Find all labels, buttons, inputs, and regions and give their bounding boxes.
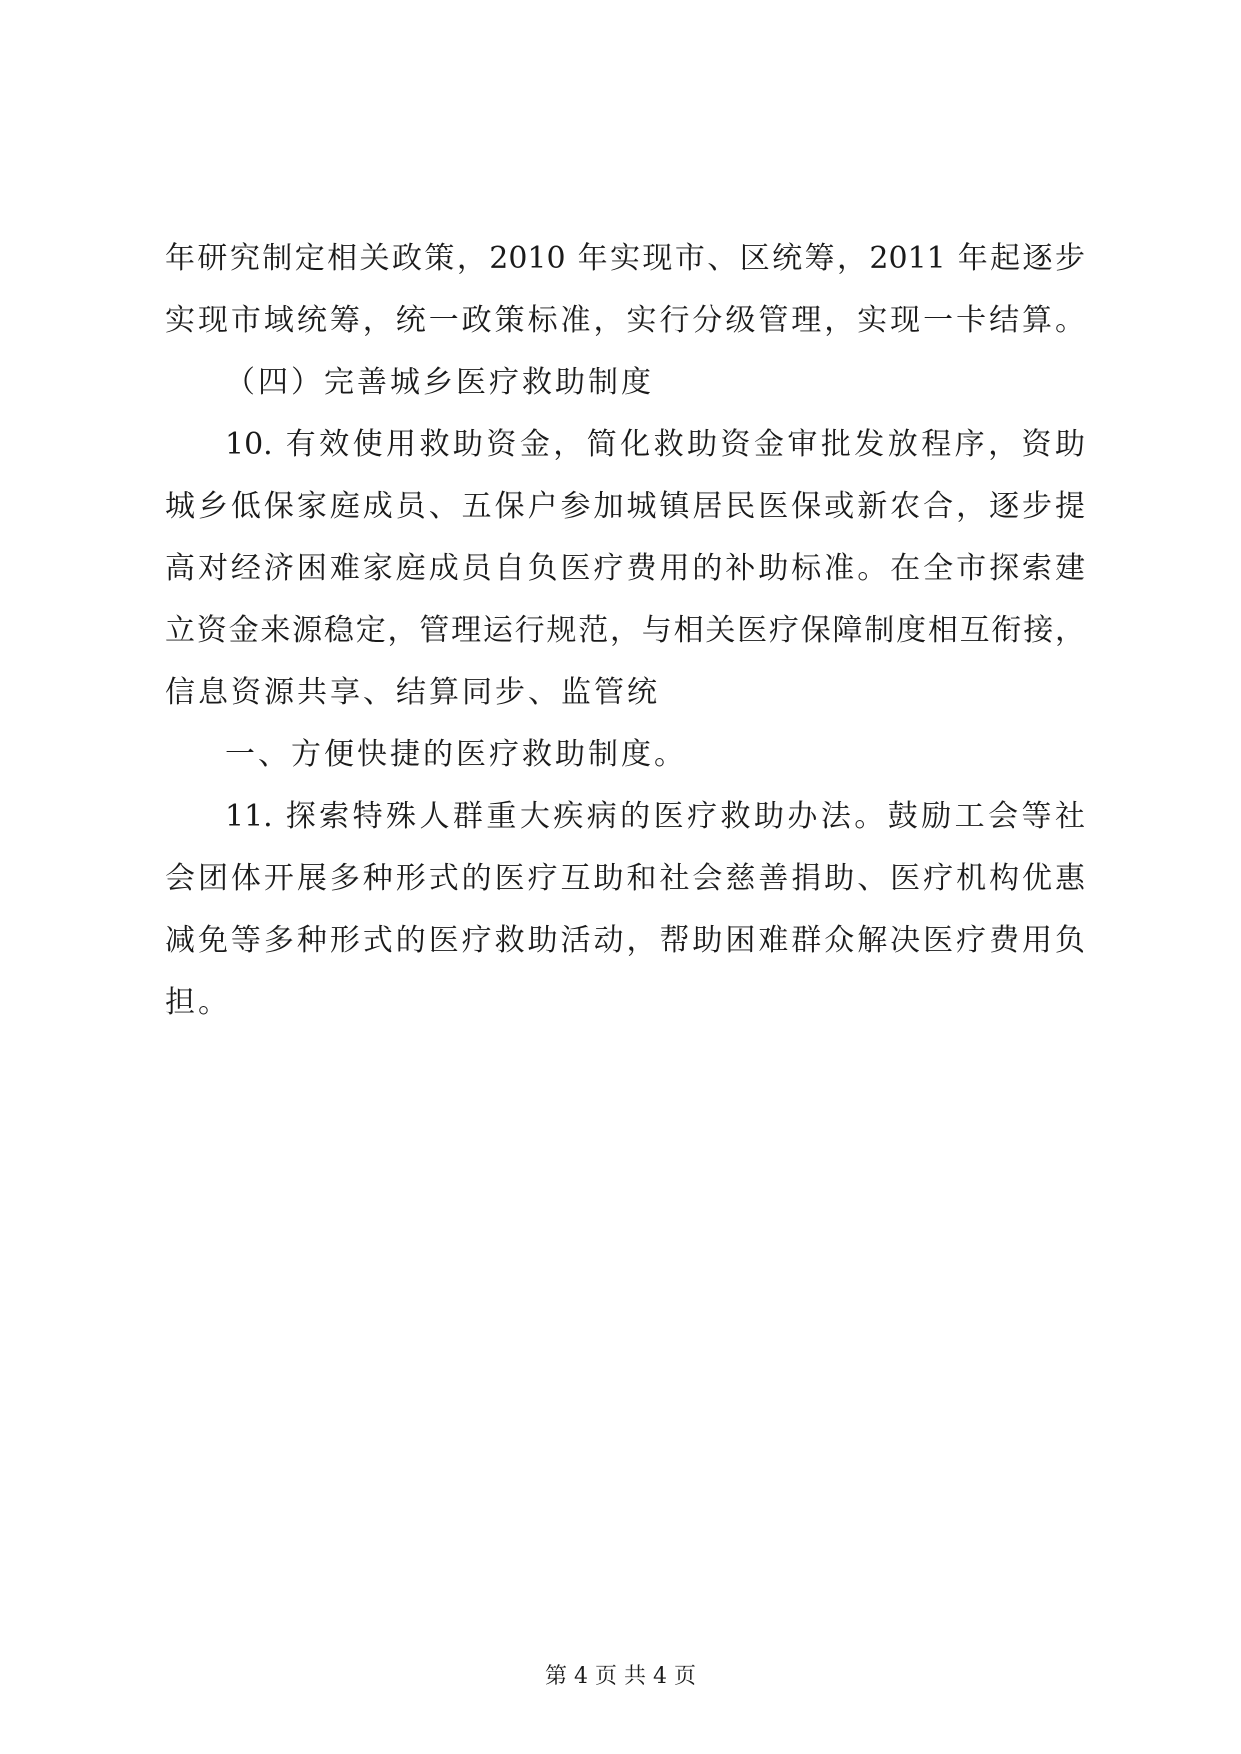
text-line: 信息资源共享、结算同步、监管统 xyxy=(165,675,660,710)
text-line: 立资金来源稳定，管理运行规范，与相关医疗保障制度相互衔接， xyxy=(165,613,1085,648)
text-line: 年研究制定相关政策，2010 年实现市、区统筹，2011 年起逐步 xyxy=(165,241,1085,276)
text-line: 高对经济困难家庭成员自负医疗费用的补助标准。在全市探索建 xyxy=(165,551,1085,586)
text-line: 实现市域统筹，统一政策标准，实行分级管理，实现一卡结算。 xyxy=(165,303,1085,338)
text-line: 11. 探索特殊人群重大疾病的医疗救助办法。鼓励工会等社 xyxy=(225,799,1085,834)
page-footer: 第 4 页 共 4 页 xyxy=(545,1664,696,1689)
text-line: 减免等多种形式的医疗救助活动，帮助困难群众解决医疗费用负 xyxy=(165,923,1085,958)
text-line: 城乡低保家庭成员、五保户参加城镇居民医保或新农合，逐步提 xyxy=(165,489,1085,524)
text-line: 一、方便快捷的医疗救助制度。 xyxy=(225,737,687,772)
section-heading: （四）完善城乡医疗救助制度 xyxy=(225,365,654,400)
body-text xyxy=(165,228,1085,1034)
text-line: 10. 有效使用救助资金，简化救助资金审批发放程序，资助 xyxy=(225,427,1085,462)
text-line: 担。 xyxy=(165,985,231,1020)
text-line: 会团体开展多种形式的医疗互助和社会慈善捐助、医疗机构优惠 xyxy=(165,861,1085,896)
